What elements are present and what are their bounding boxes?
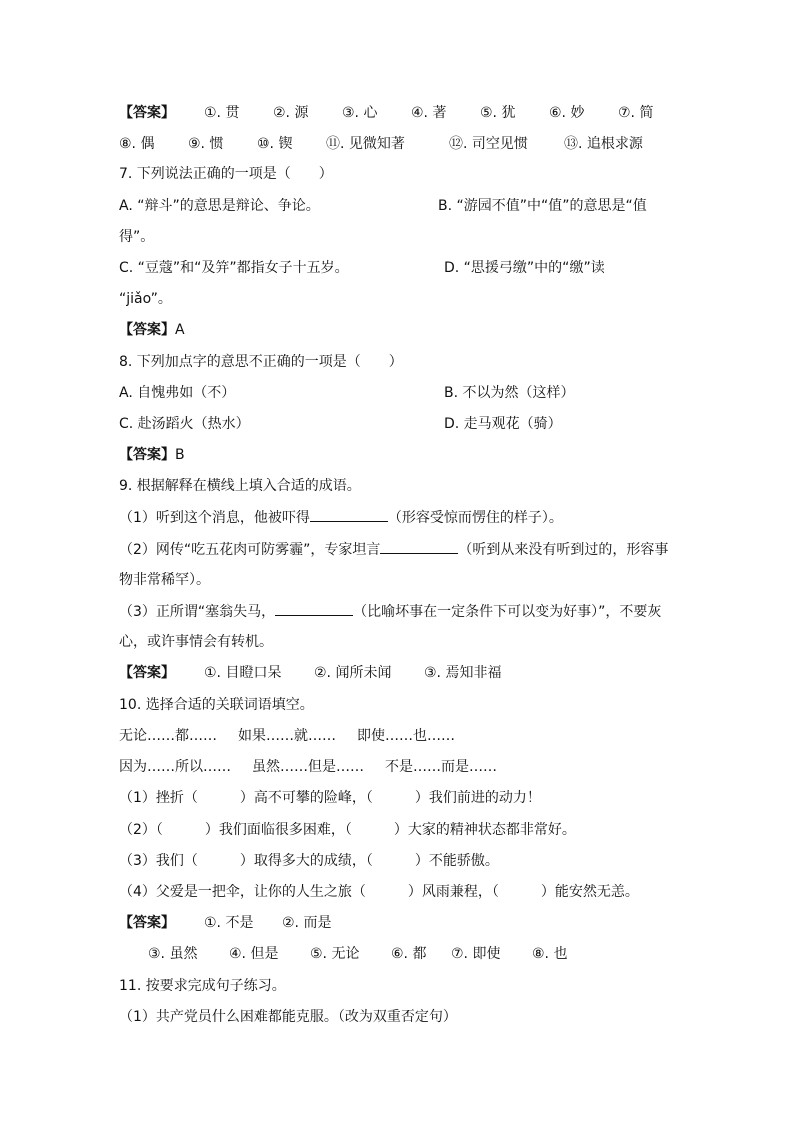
question-7-option-d: D. “思援弓缴”中的“缴”读	[444, 260, 605, 276]
answer-item: ⑥. 妙	[549, 105, 585, 121]
answer-line-q8	[119, 445, 185, 465]
answer-item: ②. 而是	[282, 915, 332, 931]
answer-item: ③. 虽然	[148, 946, 198, 962]
answer-item: ⑥. 都	[391, 946, 427, 962]
answer-item: ④. 著	[411, 105, 447, 121]
answer-line-q9	[119, 663, 175, 683]
answer-item: ⑩. 锲	[257, 136, 293, 152]
question-8-option-a: A. 自愧弗如（不）	[119, 385, 236, 401]
fill-blank	[310, 507, 388, 522]
answer-item: ⑤. 犹	[480, 105, 516, 121]
fill-blank	[275, 601, 353, 616]
question-9-sentence-3	[119, 601, 661, 621]
answer-row-q10-2	[148, 944, 567, 964]
sentence-text: （听到从来没有听到过的，形容事	[458, 542, 669, 558]
question-7-option-a: A. “辩斗”的意思是辩论、争论。	[119, 198, 320, 214]
question-10-sentence-4: （4）父爱是一把伞，让你的人生之旅（ ）风雨兼程，（ ）能安然无恙。	[119, 884, 639, 900]
sentence-text: （形容受惊而愣住的样子）。	[387, 510, 563, 526]
answer-item: ①. 不是	[204, 915, 254, 931]
question-10-sentence-3: （3）我们（ ）取得多大的成绩，（ ）不能骄傲。	[119, 853, 499, 869]
answer-label: 【答案】	[119, 915, 175, 931]
question-10-stem: 10. 选择合适的关联词语填空。	[119, 697, 314, 713]
question-9-sentence-2	[119, 539, 668, 559]
answer-line-q6	[119, 103, 175, 123]
question-11-sentence-1: （1）共产党员什么困难都能克服。（改为双重否定句）	[119, 1009, 457, 1025]
question-7-option-b: B. “游园不值”中“值”的意思是“值	[438, 198, 647, 214]
connective-word: 因为……所以……	[119, 759, 231, 775]
answer-item: ③. 焉知非福	[424, 665, 502, 681]
connective-words-row-1	[119, 726, 455, 746]
question-9-stem: 9. 根据解释在横线上填入合适的成语。	[119, 478, 361, 494]
answer-item: ④. 但是	[229, 946, 279, 962]
sentence-text: （3）正所谓“塞翁失马，	[119, 604, 276, 620]
question-7-option-b-cont: 得”。	[119, 229, 155, 245]
connective-word: 如果……就……	[238, 728, 336, 744]
answer-item: ①. 贯	[204, 105, 240, 121]
answer-item: ⑬. 追根求源	[564, 136, 643, 152]
answer-row-q6-2	[119, 134, 643, 154]
answer-item: ⑤. 无论	[310, 946, 360, 962]
question-8-option-d: D. 走马观花（骑）	[444, 416, 562, 432]
answer-item: ②. 源	[273, 105, 309, 121]
connective-word: 即使……也……	[357, 728, 455, 744]
answer-row-q6-1	[204, 103, 653, 123]
question-10-sentence-2: （2）（ ）我们面临很多困难，（ ）大家的精神状态都非常好。	[119, 822, 576, 838]
connective-word: 虽然……但是……	[252, 759, 364, 775]
question-9-sentence-1	[119, 507, 563, 527]
answer-label: 【答案】	[119, 322, 175, 338]
answer-label: 【答案】	[119, 105, 175, 121]
question-8-option-c: C. 赴汤蹈火（热水）	[119, 416, 250, 432]
connective-word: 不是……而是……	[385, 759, 497, 775]
answer-item: ⑨. 惯	[188, 136, 224, 152]
answer-item: ⑪. 见微知著	[326, 136, 405, 152]
answer-item: ②. 闻所未闻	[314, 665, 392, 681]
answer-label: 【答案】	[119, 447, 175, 463]
answer-item: ⑧. 偶	[119, 136, 155, 152]
answer-value: A	[175, 322, 185, 338]
sentence-text: （比喻坏事在一定条件下可以变为好事）”，不要灰	[353, 604, 662, 620]
answer-item: ③. 心	[342, 105, 378, 121]
answer-row-q10-1	[204, 913, 331, 933]
answer-value: B	[175, 447, 185, 463]
answer-item: ①. 目瞪口呆	[204, 665, 282, 681]
question-7-option-d-cont: “jiǎo”。	[119, 291, 172, 307]
question-9-sentence-3-cont: 心，或许事情会有转机。	[119, 634, 273, 650]
answer-item: ⑧. 也	[532, 946, 568, 962]
answer-line-q10	[119, 913, 175, 933]
answer-item: ⑦. 简	[618, 105, 654, 121]
fill-blank	[380, 539, 458, 554]
sentence-text: （1）听到这个消息，他被吓得	[119, 510, 310, 526]
question-7-stem: 7. 下列说法正确的一项是（ ）	[119, 166, 333, 182]
connective-word: 无论……都……	[119, 728, 217, 744]
question-8-option-b: B. 不以为然（这样）	[444, 385, 575, 401]
question-8-stem: 8. 下列加点字的意思不正确的一项是（ ）	[119, 354, 403, 370]
connective-words-row-2	[119, 757, 497, 777]
question-10-sentence-1: （1）挫折（ ）高不可攀的险峰，（ ）我们前进的动力！	[119, 790, 541, 806]
question-9-sentence-2-cont: 物非常稀罕）。	[119, 572, 210, 588]
answer-item: ⑦. 即使	[451, 946, 501, 962]
question-11-stem: 11. 按要求完成句子练习。	[119, 978, 286, 994]
sentence-text: （2）网传“吃五花肉可防雾霾”，专家坦言	[119, 542, 381, 558]
answer-label: 【答案】	[119, 665, 175, 681]
answer-row-q9	[204, 663, 501, 683]
answer-line-q7	[119, 320, 185, 340]
answer-item: ⑫. 司空见惯	[449, 136, 528, 152]
question-7-option-c: C. “豆蔻”和“及笄”都指女子十五岁。	[119, 260, 349, 276]
